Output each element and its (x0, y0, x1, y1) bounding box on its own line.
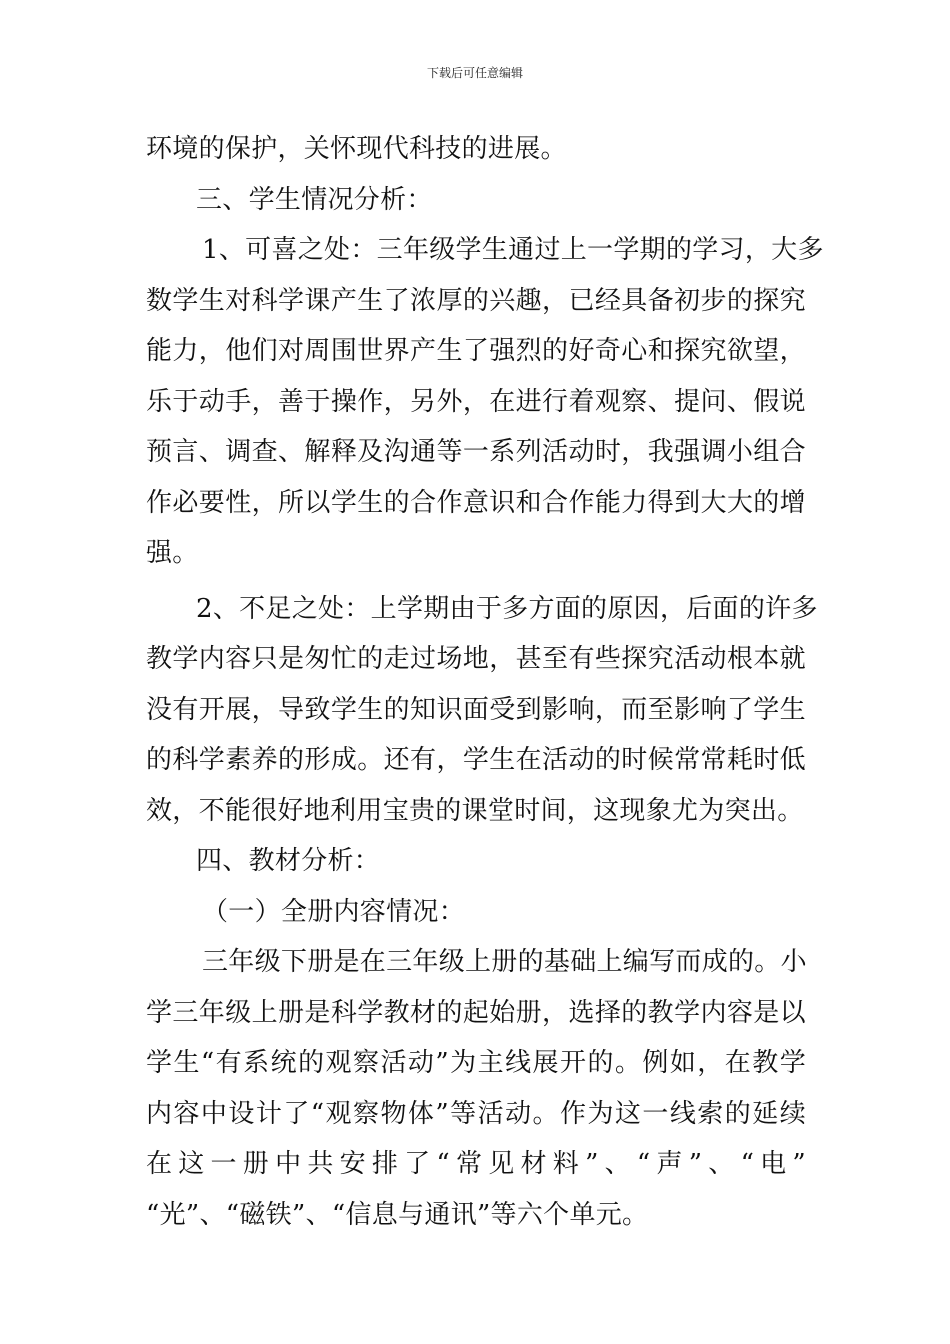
text-line: 三年级下册是在三年级上册的基础上编写而成的。小 (202, 947, 807, 977)
text-line: 学生“有系统的观察活动”为主线展开的。例如，在教学 (146, 1048, 806, 1078)
section-heading: 三、学生情况分析： (196, 184, 433, 215)
text-line: 没有开展，导致学生的知识面受到影响，而至影响了学生 (146, 694, 806, 725)
text-line: 教学内容只是匆忙的走过场地，甚至有些探究活动根本就 (146, 644, 806, 674)
text-line: 学三年级上册是科学教材的起始册，选择的教学内容是以 (146, 997, 806, 1028)
text-line: 1、可喜之处：三年级学生通过上一学期的学习，大多 (202, 235, 824, 265)
document-body (146, 124, 824, 1240)
text-line: 作必要性，所以学生的合作意识和合作能力得到大大的增 (146, 487, 806, 518)
text-line: 内容中设计了“观察物体”等活动。作为这一线索的延续 (146, 1098, 806, 1129)
page-header: 下载后可任意编辑 (426, 66, 523, 80)
text-line: 效，不能很好地利用宝贵的课堂时间，这现象尤为突出。 (146, 795, 804, 826)
text-line: 环境的保护，关怀现代科技的进展。 (146, 134, 567, 164)
text-line: 在这一册中共安排了“常见材料”、“声”、“电” (146, 1149, 806, 1179)
text-line: “光”、“磁铁”、“信息与通讯”等六个单元。 (146, 1199, 649, 1230)
text-line: 强。 (146, 538, 199, 568)
text-line: 2、不足之处：上学期由于多方面的原因，后面的许多 (196, 593, 818, 624)
subsection-heading: （一）全册内容情况： (202, 896, 466, 927)
text-line: 预言、调查、解释及沟通等一系列活动时，我强调小组合 (146, 437, 806, 467)
text-line: 能力，他们对周围世界产生了强烈的好奇心和探究欲望， (146, 336, 806, 366)
section-heading: 四、教材分析： (196, 846, 381, 876)
text-line: 的科学素养的形成。还有，学生在活动的时候常常耗时低 (146, 745, 806, 775)
text-line: 数学生对科学课产生了浓厚的兴趣，已经具备初步的探究 (146, 285, 806, 316)
text-line: 乐于动手，善于操作，另外，在进行着观察、提问、假说 (146, 386, 806, 417)
